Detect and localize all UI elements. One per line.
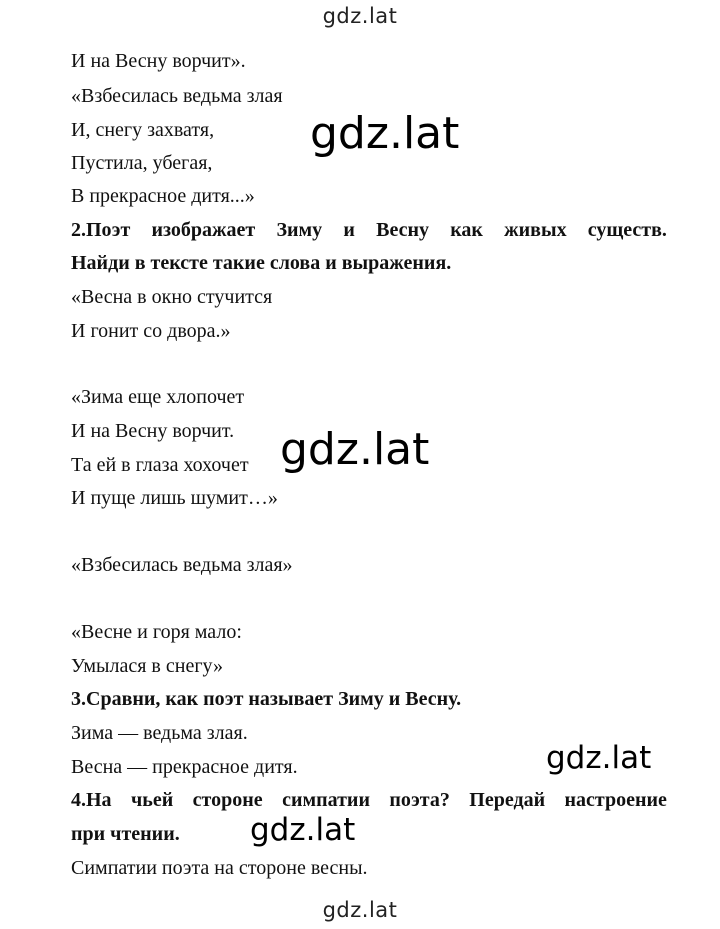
text-line: И гонит со двора.» <box>71 320 231 342</box>
watermark-overlay: gdz.lat <box>306 112 463 156</box>
heading-word: симпатии <box>282 789 370 811</box>
text-line: Умылася в снегу» <box>71 655 224 677</box>
text-line: И на Весну ворчит». <box>71 50 246 72</box>
text-line: «Взбесилась ведьма злая» <box>71 554 293 576</box>
heading-word: настроение <box>564 789 667 811</box>
text-line: «Зима еще хлопочет <box>71 386 245 408</box>
heading-word: 2.Поэт <box>71 219 131 241</box>
heading-word: стороне <box>192 789 263 811</box>
heading-word: как <box>450 219 483 241</box>
text-line: «Весна в окно стучится <box>71 286 273 308</box>
watermark-overlay: gdz.lat <box>250 812 356 848</box>
question-3-heading: 3.Сравни, как поэт называет Зиму и Весну. <box>71 688 462 710</box>
heading-word: Весну <box>376 219 429 241</box>
text-line: В прекрасное дитя...» <box>71 185 255 207</box>
heading-word: Передай <box>469 789 546 811</box>
question-4-heading-cont: при чтении. <box>71 823 180 845</box>
heading-word: изображает <box>151 219 256 241</box>
text-line: Та ей в глаза хохочет <box>71 454 249 476</box>
question-4-heading <box>71 789 667 812</box>
watermark-overlay: gdz.lat <box>276 428 433 472</box>
text-line: И пуще лишь шумит…» <box>71 487 278 509</box>
text-line: «Весне и горя мало: <box>71 621 242 643</box>
watermark-footer: gdz.lat <box>322 898 398 922</box>
text-line: И на Весну ворчит. <box>71 420 235 442</box>
heading-word: существ. <box>587 219 667 241</box>
watermark-header: gdz.lat <box>322 4 398 28</box>
text-line: Симпатии поэта на стороне весны. <box>71 857 368 879</box>
text-line: Пустила, убегая, <box>71 152 213 174</box>
text-line: Зима — ведьма злая. <box>71 722 248 744</box>
watermark-overlay: gdz.lat <box>546 740 652 776</box>
question-2-heading <box>71 219 667 242</box>
heading-word: поэта? <box>389 789 450 811</box>
heading-word: Зиму <box>276 219 323 241</box>
heading-word: и <box>343 219 355 241</box>
heading-word: живых <box>504 219 567 241</box>
heading-word: 4.На <box>71 789 112 811</box>
text-line: И, снегу захватя, <box>71 119 215 141</box>
heading-word: чьей <box>130 789 174 811</box>
question-2-heading-cont: Найди в тексте такие слова и выражения. <box>71 252 452 274</box>
text-line: «Взбесилась ведьма злая <box>71 85 283 107</box>
text-line: Весна — прекрасное дитя. <box>71 756 298 778</box>
